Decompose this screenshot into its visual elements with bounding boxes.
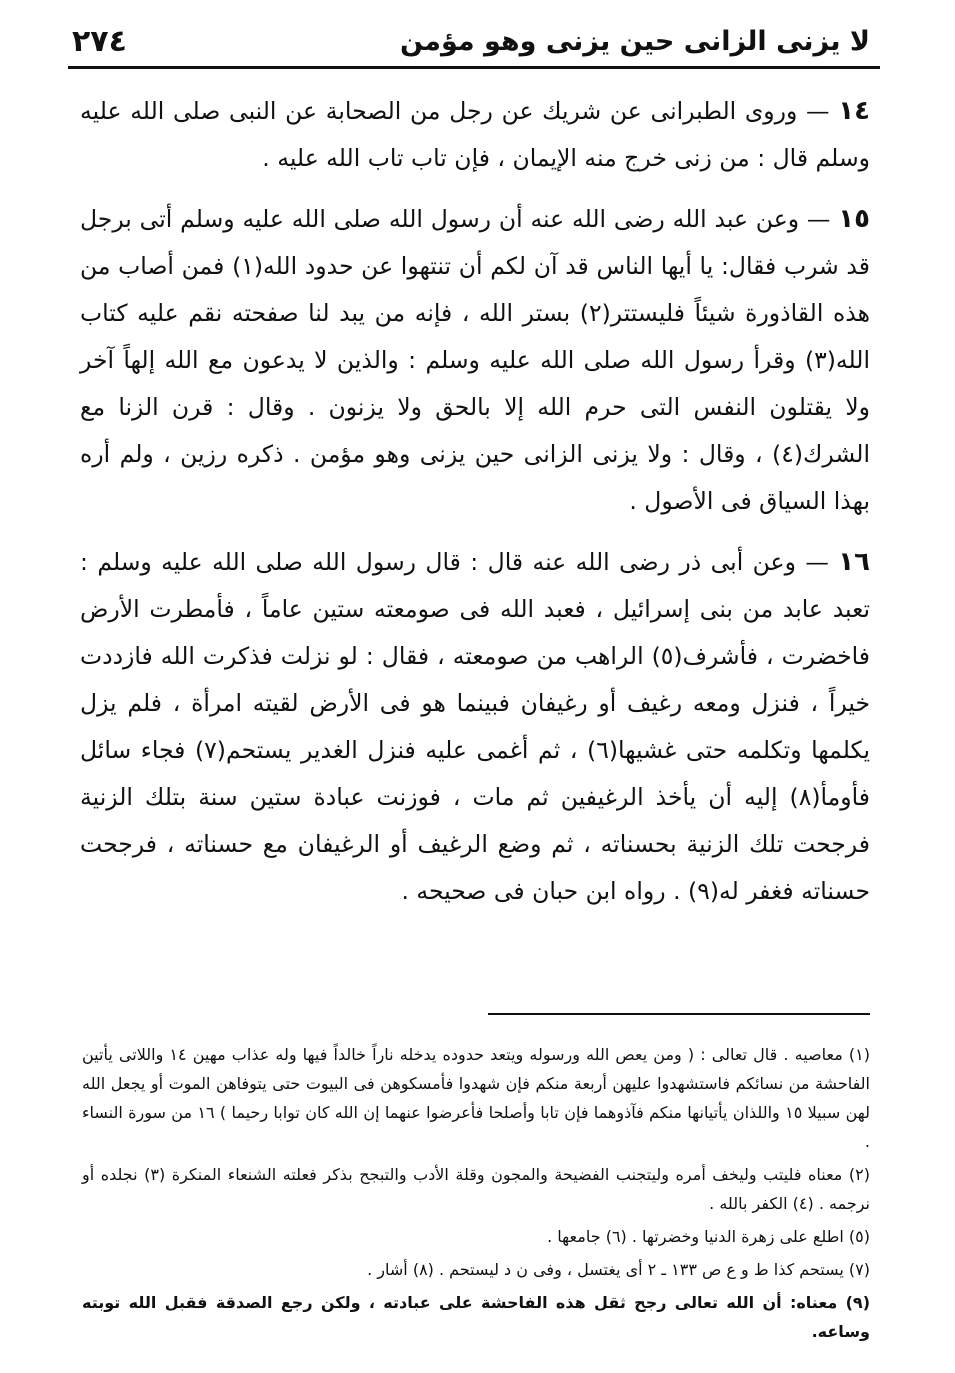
page-number: ٢٧٤ <box>72 23 127 59</box>
hadith-text: — وعن أبى ذر رضى الله عنه قال : قال رسول الله صلى الله عليه وسلم : تعبد عابد من بنى إسرائيل ، فعبد الله فى صومعته ستين عاماً ، فأمطرت الأرض فاخضرت ، فأشرف(٥) الراهب من صومعته ، فقال : لو نزلت فذكرت الله فازددت خيراً ، فنزل ومعه رغيف أو رغيفان فبينما هو فى الأرض لقيته امرأة ، فلم يزل يكلمها وتكلمه حتى غشيها(٦) ، ثم أغمى عليه فنزل الغدير يستحم(٧) فجاء سائل فأومأ(٨) إليه أن يأخذ الرغيفين ثم مات ، فوزنت عبادة ستين سنة بتلك الزنية فرجحت تلك الزنية بحسناته ، ثم وضع الرغيف أو الرغيفان مع حسناته ، فرجحت حسناته فغفر له(٩) . رواه ابن حبان فى صحيحه . <box>80 548 871 905</box>
main-text <box>80 88 870 929</box>
page-header <box>72 18 870 64</box>
hadith-number: ١٤ <box>838 96 870 126</box>
footnote-1: (١) معاصيه . قال تعالى : ( ومن يعص الله ورسوله ويتعد حدوده يدخله ناراً خالداً فيها وله عذاب مهين ١٤ واللاتى يأتين الفاحشة من نسائكم فاستشهدوا عليهن أربعة منكم فإن شهدوا فأمسكوهن فى البيوت حتى يتوفاهن الموت أو يجعل الله لهن سبيلا ١٥ واللذان يأتيانها منكم فآذوهما فإن تابا وأصلحا فأعرضوا عنهما إن الله كان توابا رحيما ) ١٦ من سورة النساء . <box>82 1045 871 1151</box>
hadith-14 <box>80 88 870 182</box>
footnotes <box>82 1040 870 1350</box>
footnote-9: (٩) معناه: أن الله تعالى رجح ثقل هذه الفاحشة على عبادته ، ولكن رجع الصدقة فقبل الله توبته وساعه. <box>82 1293 870 1341</box>
header-rule <box>68 66 880 69</box>
hadith-number: ١٥ <box>838 204 870 234</box>
footnote-7-8: (٧) يستحم كذا ط و ع ص ١٣٣ ـ ٢ أى يغتسل ، وفى ن د ليستحم . (٨) أشار . <box>367 1260 870 1279</box>
hadith-15 <box>80 196 870 525</box>
footnote-separator <box>488 1013 870 1015</box>
hadith-text: — وروى الطبرانى عن شريك عن رجل من الصحابة عن النبى صلى الله عليه وسلم قال : من زنى خرج منه الإيمان ، فإن تاب تاب الله عليه . <box>80 97 870 172</box>
hadith-16 <box>80 539 870 915</box>
running-title: لا يزنى الزانى حين يزنى وهو مؤمن <box>399 25 870 57</box>
footnote-5-6: (٥) اطلع على زهرة الدنيا وخضرتها . (٦) جامعها . <box>547 1227 870 1246</box>
hadith-number: ١٦ <box>838 547 870 577</box>
footnote-2-4: (٢) معناه فليتب وليخف أمره وليتجنب الفضيحة والمجون وقلة الأدب والتبجح بذكر فعلته الشنعاء المنكرة (٣) نجلده أو نرجمه . (٤) الكفر بالله . <box>82 1165 870 1213</box>
hadith-text: — وعن عبد الله رضى الله عنه أن رسول الله صلى الله عليه وسلم أتى برجل قد شرب فقال: يا أيها الناس قد آن لكم أن تنتهوا عن حدود الله(١) فمن أصاب من هذه القاذورة شيئاً فليستتر(٢) بستر الله ، فإنه من يبد لنا صفحته نقم عليه كتاب الله(٣) وقرأ رسول الله صلى الله عليه وسلم : والذين لا يدعون مع الله إلهاً آخر ولا يقتلون النفس التى حرم الله إلا بالحق ولا يزنون . وقال : قرن الزنا مع الشرك(٤) ، وقال : ولا يزنى الزانى حين يزنى وهو مؤمن . ذكره رزين ، ولم أره بهذا السياق فى الأصول . <box>80 205 870 515</box>
